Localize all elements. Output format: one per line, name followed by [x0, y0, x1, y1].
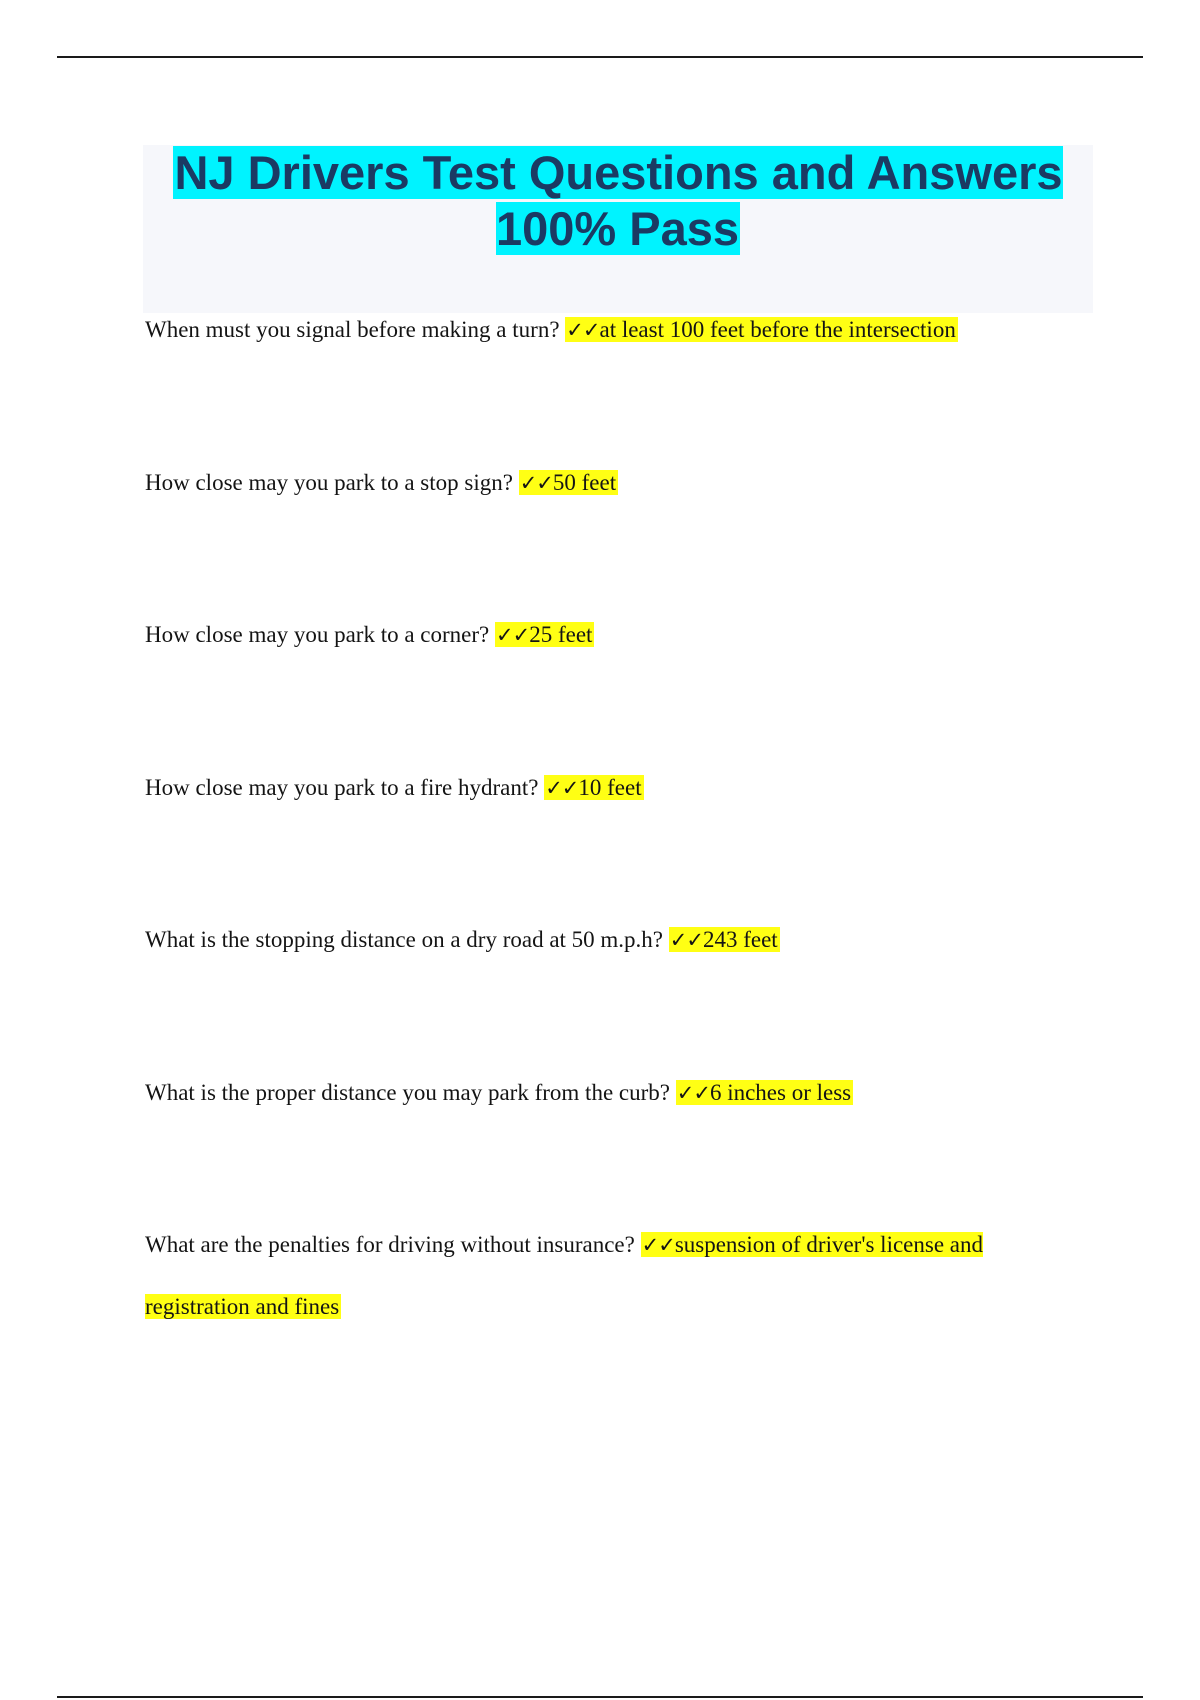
answer-text: 6 inches or less — [709, 1080, 852, 1105]
answer-highlight — [544, 775, 643, 800]
answer-text: 50 feet — [552, 470, 617, 495]
title-block — [143, 145, 1093, 313]
qa-item — [145, 604, 1145, 666]
double-check-icon: ✓✓ — [545, 776, 579, 800]
answer-highlight — [669, 927, 780, 952]
qa-item — [145, 1214, 1045, 1337]
answer-text: suspension of driver's license and registration and fines — [145, 1232, 983, 1319]
question-text: How close may you park to a stop sign? — [145, 470, 513, 495]
answer-highlight — [495, 622, 594, 647]
qa-item — [145, 909, 1145, 971]
question-text: When must you signal before making a turn? — [145, 317, 560, 342]
qa-item — [145, 1062, 1145, 1124]
double-check-icon: ✓✓ — [641, 1233, 675, 1257]
answer-text: 25 feet — [529, 622, 593, 647]
double-check-icon: ✓✓ — [676, 1081, 710, 1105]
header-rule — [57, 56, 1143, 58]
question-text: What are the penalties for driving without insurance? — [145, 1232, 635, 1257]
double-check-icon: ✓✓ — [669, 928, 703, 952]
answer-text: 243 feet — [702, 927, 778, 952]
document-title: NJ Drivers Test Questions and Answers 100% Pass — [174, 146, 1063, 255]
answer-highlight — [565, 317, 958, 342]
question-text: How close may you park to a fire hydrant? — [145, 775, 539, 800]
answer-highlight — [519, 470, 618, 495]
qa-item — [145, 299, 1145, 361]
answer-text: at least 100 feet before the intersection — [599, 317, 956, 342]
footer-rule — [57, 1696, 1143, 1698]
double-check-icon: ✓✓ — [519, 471, 553, 495]
qa-item — [145, 452, 1145, 514]
answer-text: 10 feet — [578, 775, 642, 800]
answer-highlight — [676, 1080, 853, 1105]
question-text: How close may you park to a corner? — [145, 622, 490, 647]
double-check-icon: ✓✓ — [566, 318, 600, 342]
question-text: What is the proper distance you may park from the curb? — [145, 1080, 670, 1105]
question-text: What is the stopping distance on a dry road at 50 m.p.h? — [145, 927, 664, 952]
double-check-icon: ✓✓ — [496, 623, 530, 647]
qa-item — [145, 757, 1145, 819]
